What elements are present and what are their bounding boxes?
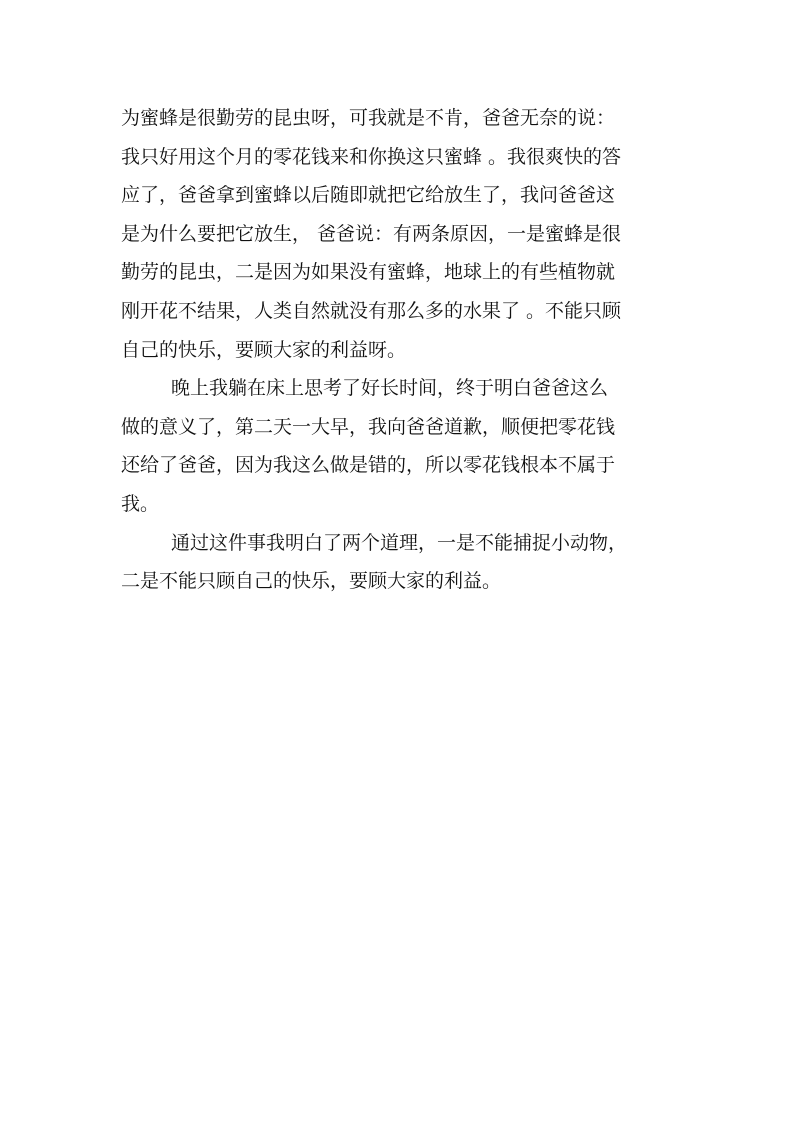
text-line: 通过这件事我明白了两个道理，一是不能捕捉小动物，	[171, 531, 628, 554]
text-line: 应了，爸爸拿到蜜蜂以后随即就把它给放生了，我问爸爸这	[121, 184, 616, 207]
paragraph-conclusion	[121, 524, 681, 601]
text-line: 勤劳的昆虫，二是因为如果没有蜜蜂，地球上的有些植物就	[121, 261, 616, 284]
text-line: 还给了爸爸，因为我这么做是错的，所以零花钱根本不属于	[121, 454, 616, 477]
text-line: 我只好用这个月的零花钱来和你换这只蜜蜂 。我很爽快的答	[121, 145, 622, 168]
text-line: 二是不能只顾自己的快乐，要顾大家的利益。	[121, 570, 502, 593]
text-line: 自己的快乐，要顾大家的利益呀。	[121, 338, 407, 361]
document-body	[121, 99, 681, 601]
paragraph-realization	[121, 369, 681, 523]
paragraph-continued	[121, 99, 681, 369]
text-line: 我。	[121, 492, 160, 515]
text-line: 刚开花不结果，人类自然就没有那么多的水果了 。不能只顾	[121, 299, 622, 322]
text-line: 做的意义了，第二天一大早，我向爸爸道歉，顺便把零花钱	[121, 415, 616, 438]
text-line: 是为什么要把它放生， 爸爸说：有两条原因，一是蜜蜂是很	[121, 222, 622, 245]
text-line: 晚上我躺在床上思考了好长时间，终于明白爸爸这么	[171, 377, 609, 400]
text-line: 为蜜蜂是很勤劳的昆虫呀，可我就是不肯，爸爸无奈的说：	[121, 107, 616, 129]
